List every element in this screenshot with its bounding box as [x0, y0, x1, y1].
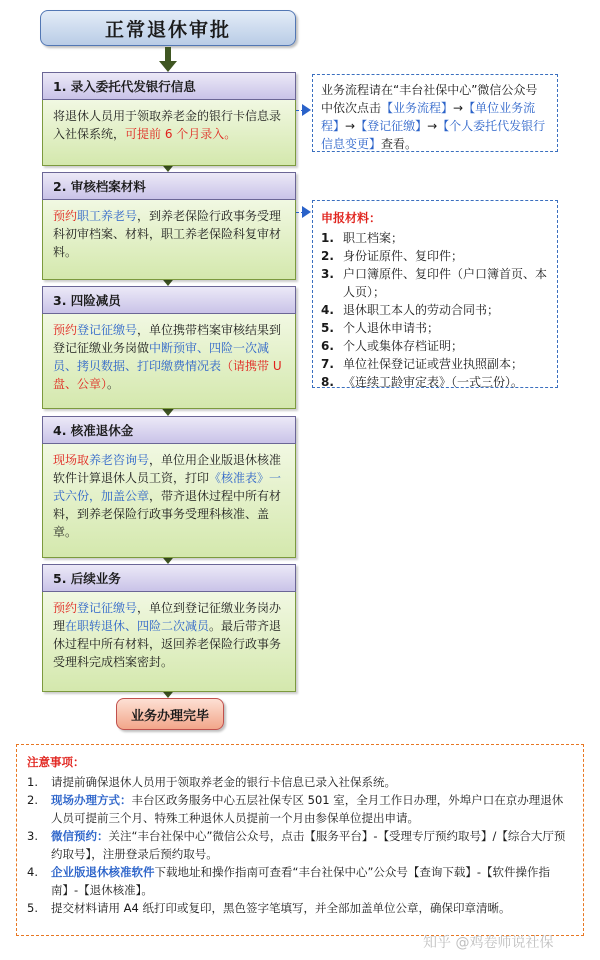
step-4 — [42, 416, 296, 558]
step-5 — [42, 564, 296, 692]
text-run: 【登记征缴】 — [355, 119, 428, 133]
text-run: 请提前确保退休人员用于领取养老金的银行卡信息已录入社保系统。 — [51, 775, 396, 789]
material-number: 2. — [321, 249, 334, 263]
material-number: 1. — [321, 231, 334, 245]
text-run: 预约 — [53, 323, 78, 337]
material-number: 5. — [321, 321, 334, 335]
text-run: 【业务流程】 — [381, 101, 454, 115]
text-run: 。最后带齐退休过程中所有材料，返回养老保险行政事务受理科完成档案密封。 — [53, 619, 282, 669]
text-run: ，单位到登记征缴业务岗办理 — [53, 601, 282, 633]
material-text: 退休职工本人的劳动合同书； — [343, 303, 500, 317]
note-number: 4. — [27, 865, 38, 879]
note-item — [27, 773, 573, 791]
material-text: 《连续工龄审定表》（一式三份）。 — [343, 375, 524, 389]
text-run: 业务流程请在“丰台社保中心”微信公众号中依次点击 — [321, 83, 538, 115]
material-text: 户口簿原件、复印件（户口簿首页、本人页）； — [343, 267, 548, 299]
note-text — [51, 899, 511, 917]
notes-heading: 注意事项： — [27, 755, 85, 769]
text-run: 丰台区政务服务中心五层社保专区 501 室，全月工作日办理，外埠户口在京办理退休人员可提前三个月、特殊工种退休人员提前一个月由参保单位提出申请。 — [51, 793, 564, 825]
step-3 — [42, 286, 296, 409]
step-2 — [42, 172, 296, 280]
note-text — [51, 791, 573, 827]
material-item — [321, 319, 549, 337]
text-run: ，带齐退休过程中所有材料，到养老保险行政事务受理科核准、盖章。 — [53, 489, 282, 539]
text-run: 《核准表》一式六份，加盖公章 — [53, 471, 282, 503]
note-text — [51, 863, 573, 899]
notes-list — [27, 773, 573, 917]
text-run: 可提前 6 个月录入。 — [125, 127, 237, 141]
text-run: ，单位携带档案审核结果到登记征缴业务岗做 — [53, 323, 282, 355]
end-node: 业务办理完毕 — [116, 698, 224, 730]
step-5-heading: 5. 后续业务 — [42, 564, 296, 592]
material-item — [321, 265, 549, 301]
text-run: 查看。 — [381, 137, 418, 151]
watermark: 知乎 @鸡卷师说社保 — [423, 935, 554, 951]
note-number: 5. — [27, 901, 38, 915]
material-text: 单位社保登记证或营业执照副本； — [343, 357, 524, 371]
material-item — [321, 247, 549, 265]
material-item — [321, 373, 549, 391]
note-text — [51, 827, 573, 863]
text-run: 。 — [107, 377, 120, 391]
text-run: 预约 — [53, 601, 78, 615]
text-run: 微信预约： — [51, 829, 109, 843]
text-run: 下载地址和操作指南可查看“丰台社保中心”公众号【查询下载】-【软件操作指南】-【退休核准】。 — [51, 865, 551, 897]
text-run: 登记征缴号 — [77, 601, 138, 615]
material-item — [321, 301, 549, 319]
material-text: 职工档案； — [343, 231, 404, 245]
text-run: 提交材料请用 A4 纸打印或复印，黑色签字笔填写，并全部加盖单位公章，确保印章清晰。 — [51, 901, 511, 915]
text-run: → — [453, 101, 464, 115]
material-text: 身份证原件、复印件； — [343, 249, 464, 263]
text-run: 职工养老号 — [77, 209, 138, 223]
text-run: 关注“丰台社保中心”微信公众号，点击【服务平台】-【受理专厅预约取号】/【综合大厅预约取号】，注册登录后预约取号。 — [51, 829, 566, 861]
step-2-body — [42, 200, 296, 280]
note-text — [51, 773, 396, 791]
step-1-heading: 1. 录入委托代发银行信息 — [42, 72, 296, 100]
text-run: 企业版退休核准软件 — [51, 865, 155, 879]
material-number: 4. — [321, 303, 334, 317]
text-run: → — [427, 119, 438, 133]
step-1-body — [42, 100, 296, 166]
note-number: 1. — [27, 775, 38, 789]
step-4-heading: 4. 核准退休金 — [42, 416, 296, 444]
step-3-body — [42, 314, 296, 409]
note-number: 2. — [27, 793, 38, 807]
side-2-pointer-icon — [302, 206, 311, 218]
materials-box — [312, 200, 558, 388]
text-run: ，到养老保险行政事务受理科初审档案、材料，职工养老保险科复审材料。 — [53, 209, 282, 259]
text-run: 将退休人员用于领取养老金的银行卡信息录入社保系统， — [53, 109, 282, 141]
text-run: → — [345, 119, 356, 133]
material-text: 个人退休申请书； — [343, 321, 440, 335]
text-run: 养老咨询号 — [89, 453, 150, 467]
text-run: 在职转退休、四险二次减员 — [65, 619, 210, 633]
side-1-pointer-icon — [302, 104, 311, 116]
materials-list — [321, 229, 549, 391]
text-run: 现场取 — [53, 453, 90, 467]
flow-arrow-0 — [162, 47, 174, 72]
materials-heading: 申报材料： — [321, 211, 382, 225]
wechat-flow-guide — [312, 74, 558, 152]
material-number: 6. — [321, 339, 334, 353]
step-5-body — [42, 592, 296, 692]
step-4-body — [42, 444, 296, 558]
material-number: 7. — [321, 357, 334, 371]
step-2-heading: 2. 审核档案材料 — [42, 172, 296, 200]
text-run: ，单位用企业版退休核准软件计算退休人员工资，打印 — [53, 453, 282, 485]
material-item — [321, 355, 549, 373]
text-run: 现场办理方式： — [51, 793, 132, 807]
text-run: 登记征缴号 — [77, 323, 138, 337]
note-item — [27, 827, 573, 863]
note-item — [27, 899, 573, 917]
material-number: 8. — [321, 375, 334, 389]
note-item — [27, 791, 573, 827]
step-3-heading: 3. 四险减员 — [42, 286, 296, 314]
material-text: 个人或集体存档证明； — [343, 339, 464, 353]
text-run: 中断预审、四险一次减员、拷贝数据、打印缴费情况表 — [53, 341, 270, 373]
text-run: 【个人委托代发银行信息变更】 — [321, 119, 546, 151]
text-run: 预约 — [53, 209, 78, 223]
note-item — [27, 863, 573, 899]
step-1 — [42, 72, 296, 166]
page-title: 正常退休审批 — [40, 10, 296, 46]
note-number: 3. — [27, 829, 38, 843]
text-run: 【单位业务流程】 — [321, 101, 536, 133]
material-item — [321, 337, 549, 355]
material-number: 3. — [321, 267, 334, 281]
text-run: （请携带 U 盘、公章） — [53, 359, 282, 391]
material-item — [321, 229, 549, 247]
notes-box — [16, 744, 584, 936]
